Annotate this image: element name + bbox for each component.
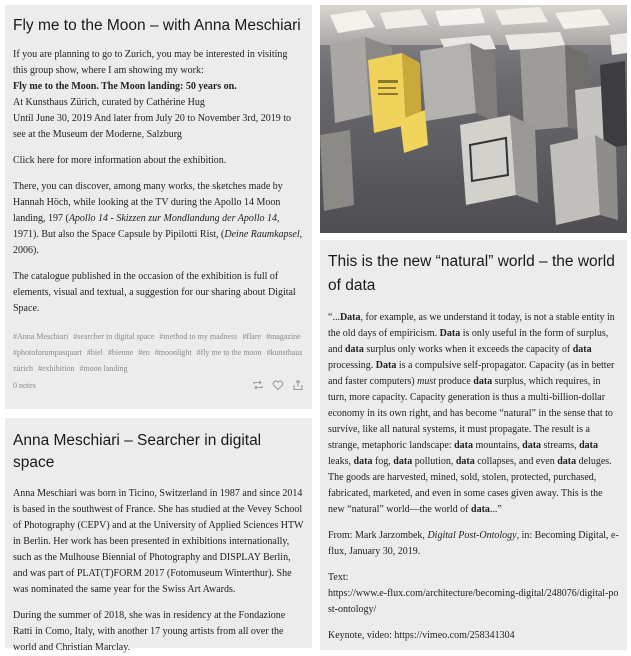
post-title[interactable]: This is the new “natural” world – the world of data [328, 253, 615, 294]
tag-list [13, 329, 304, 377]
post-footer [13, 379, 304, 391]
venue-line: At Kunsthaus Zürich, curated by Cathérine Hug [13, 97, 205, 108]
text-run: surplus only works when it exceeds the capacity of [363, 344, 573, 355]
tag-link[interactable]: #photoforumpasquart [13, 348, 82, 357]
quote-paragraph [328, 310, 619, 518]
text-run: fog, [372, 456, 394, 467]
post-fly-me-to-the-moon [5, 5, 312, 409]
tag-link[interactable]: #method to my madness [159, 332, 238, 341]
tag-link[interactable]: #flare [242, 332, 262, 341]
notes-count[interactable]: 0 notes [13, 380, 36, 390]
bold-keyword: data [473, 376, 493, 387]
text-run: “... [328, 312, 340, 323]
work-title-text: Fly me to the Moon. The Moon landing: 50 years on. [13, 81, 237, 92]
post-natural-world-data [320, 240, 627, 650]
bold-keyword: Data [375, 360, 397, 371]
text-url-link[interactable]: https://www.e-flux.com/architecture/becoming-digital/248076/digital-post-ontology/ [328, 588, 619, 615]
bold-keyword: Data [439, 328, 461, 339]
artwork-title: Deine Raumkapsel [224, 229, 300, 240]
bold-keyword: data [393, 456, 413, 467]
tag-link[interactable]: #bienne [107, 348, 134, 357]
text-run: There, you can discover, among many works, the sketches made by Hannah Höch, while looking at the TV during the Apollo 14 Moon landing, 197 ( [13, 181, 283, 224]
source-title: Digital Post-Ontology [427, 530, 517, 541]
text-run: streams, [541, 440, 580, 451]
tag-link[interactable]: #en [138, 348, 150, 357]
post-paragraph: Anna Meschiari was born in Ticino, Switzerland in 1987 and since 2014 is based in the southwest of France. She has studied at the Vevey School of Photography (CEPV) and at the University of Applied Sciences HTW in Berlin. Her work has been presented in exhibitions internationally, such as the Mulhouse Biennial of Photography and DISPLAY Berlin, and was part of PLAT(T)FORM 2017 (Fotomuseum Winterthur). She was nominated the same year for the Swiss Art Awards. [13, 488, 304, 595]
text-run: produce [436, 376, 474, 387]
text-run: , 2006). [13, 229, 303, 256]
share-icon[interactable] [292, 379, 304, 391]
more-info-link[interactable]: Click here for more information about the exhibition. [13, 155, 227, 166]
text-run: leaks, [328, 456, 354, 467]
bold-keyword: Data [339, 312, 361, 323]
exhibition-photo-image [320, 5, 627, 233]
bold-keyword: data [522, 440, 542, 451]
text-run: ...” [489, 504, 502, 515]
tag-link[interactable]: #fly me to the moon [196, 348, 262, 357]
heart-icon[interactable] [272, 379, 284, 391]
text-run: , in: Becoming Digital, e-flux, January 30, 2019. [328, 530, 619, 557]
reblog-icon[interactable] [252, 379, 264, 391]
tag-link[interactable]: #Anna Meschiari [13, 332, 69, 341]
post-paragraph: During the summer of 2018, she was in residency at the Fondazione Ratti in Como, Italy, with another 17 young artists from all over the world and Christian Marclay. [13, 610, 286, 653]
text-run: must [417, 376, 437, 387]
text-run: is a compulsive self-propagator. Capacity (as in better and faster computers) [328, 360, 615, 387]
post-paragraph: The catalogue published in the occasion of the exhibition is full of elements, visual and textual, a suggestion for our sharing about Digital Space. [13, 271, 296, 314]
text-run: deluges. The goods are harvested, mined, sold, stolen, protected, purchased, fabricated, marketed, and even in some cases given away. This is the new “natural” world—the world of [328, 456, 612, 515]
bold-keyword: data [454, 440, 473, 451]
keynote-line[interactable]: Keynote, video: https://vimeo.com/258341304 [328, 630, 515, 641]
bold-keyword: data [572, 344, 592, 355]
bold-keyword: data [353, 456, 373, 467]
tag-link[interactable]: #moonlight [154, 348, 192, 357]
bold-keyword: data [344, 344, 364, 355]
bold-keyword: data [579, 440, 598, 451]
post-intro: If you are planning to go to Zurich, you may be interested in visiting this group show, where I am showing my work: [13, 49, 288, 76]
tag-link[interactable]: #kunsthaus zürich [13, 348, 303, 373]
post-title[interactable]: Fly me to the Moon – with Anna Meschiari [13, 17, 301, 34]
post-anna-meschiari [5, 418, 312, 653]
text-run: collapses, and even [474, 456, 558, 467]
work-title [13, 79, 304, 95]
post-actions [252, 379, 304, 391]
tag-link[interactable]: #moon landing [79, 364, 128, 373]
tag-link[interactable]: #exhibition [38, 364, 75, 373]
text-label: Text: [328, 572, 349, 583]
post-paragraph [13, 179, 304, 259]
post-title[interactable]: Anna Meschiari – Searcher in digital space [13, 432, 262, 471]
bold-keyword: data [471, 504, 490, 515]
tag-link[interactable]: #searcher in digital space [73, 332, 155, 341]
text-run: , 1971). But also the Space Capsule by Pipilotti Rist, ( [13, 213, 280, 240]
text-run: , for example, as we understand it today, is not a stable entity in the old days of empiricism. [328, 312, 615, 339]
text-run: mountains, [472, 440, 523, 451]
exhibition-photo[interactable] [320, 5, 627, 233]
artwork-title: Apollo 14 - Skizzen zur Mondlandung der Apollo 14 [68, 213, 277, 224]
text-run: is only useful in the form of surplus, and [328, 328, 609, 355]
tag-link[interactable]: #biel [86, 348, 103, 357]
text-run: surplus, which requires, in turn, more capacity. Capacity generation is thus a multi-billion-dollar economy in its own right, and has become “natural” in the sense that to survive, like all natural systems, it must propagate. The result is a strange, metaphoric landscape: [328, 376, 613, 451]
text-run: processing. [328, 360, 376, 371]
text-run: From: Mark Jarzombek, [328, 530, 428, 541]
tag-link[interactable]: #magazine [266, 332, 301, 341]
dates-line: Until June 30, 2019 And later from July 20 to November 3rd, 2019 to see at the Museum der Moderne, Salzburg [13, 113, 292, 140]
bold-keyword: data [455, 456, 475, 467]
source-line [328, 528, 619, 560]
bold-keyword: data [557, 456, 577, 467]
text-run: pollution, [412, 456, 456, 467]
